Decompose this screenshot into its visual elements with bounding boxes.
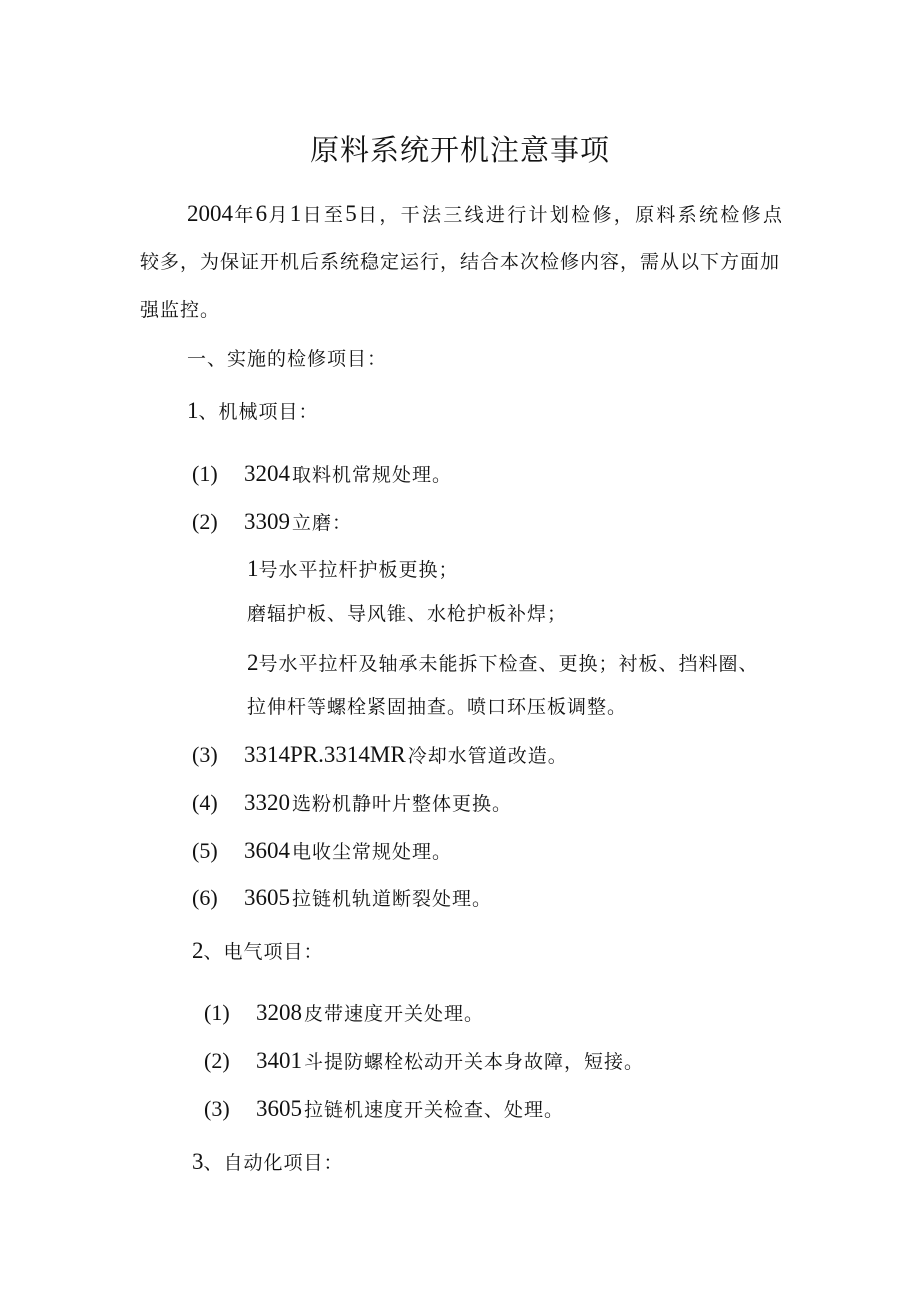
mechanical-item <box>192 743 568 766</box>
mechanical-heading <box>187 399 319 422</box>
section-heading: 一、实施的检修项目： <box>187 348 388 370</box>
mechanical-item <box>192 886 492 909</box>
intro-day: 1 <box>289 201 302 226</box>
heading-text: 、机械项目： <box>198 401 319 423</box>
intro-month: 6 <box>255 201 268 226</box>
electrical-item <box>204 1049 644 1072</box>
intro-day: 5 <box>345 201 357 226</box>
intro-text: 年 <box>233 204 256 226</box>
heading-text: 、自动化项目： <box>203 1152 344 1174</box>
item-index: (2) <box>204 1048 230 1073</box>
mill-detail: 拉伸杆等螺栓紧固抽查。喷口环压板调整。 <box>247 696 628 718</box>
equipment-code: 3604 <box>244 838 290 863</box>
item-text: 拉链机速度开关检查、处理。 <box>304 1099 565 1121</box>
equipment-code: 3314PR.3314MR <box>244 742 406 767</box>
heading-text: 、电气项目： <box>203 941 324 963</box>
detail-text: 号水平拉杆护板更换； <box>258 559 459 581</box>
item-index: (1) <box>192 461 218 486</box>
mechanical-item <box>192 510 352 533</box>
intro-text: 月 <box>267 204 290 226</box>
electrical-item <box>204 1001 484 1024</box>
mill-detail <box>247 557 459 580</box>
detail-number: 2 <box>247 650 259 675</box>
item-index: (6) <box>192 885 218 910</box>
item-text: 立磨： <box>292 512 353 534</box>
intro-line-1 <box>187 202 783 225</box>
document-title: 原料系统开机注意事项 <box>309 133 610 167</box>
equipment-code: 3320 <box>244 790 290 815</box>
mechanical-item <box>192 791 512 814</box>
equipment-code: 3208 <box>256 1000 302 1025</box>
detail-text: 号水平拉杆及轴承未能拆下检查、更换；衬板、挡料圈、 <box>258 653 759 675</box>
item-text: 取料机常规处理。 <box>292 464 453 486</box>
intro-line-3: 强监控。 <box>140 299 221 321</box>
mill-detail <box>247 651 759 674</box>
item-index: (4) <box>192 790 218 815</box>
item-index: (5) <box>192 838 218 863</box>
equipment-code: 3605 <box>244 885 290 910</box>
intro-line-2: 较多，为保证开机后系统稳定运行，结合本次检修内容，需从以下方面加 <box>140 251 781 273</box>
intro-year: 2004 <box>187 201 233 226</box>
mill-detail: 磨辐护板、导风锥、水枪护板补焊； <box>247 603 568 625</box>
intro-text: 日至 <box>301 204 346 226</box>
item-text: 斗提防螺栓松动开关本身故障，短接。 <box>304 1051 645 1073</box>
item-index: (3) <box>192 742 218 767</box>
equipment-code: 3204 <box>244 461 290 486</box>
heading-number: 2 <box>192 938 204 963</box>
equipment-code: 3309 <box>244 509 290 534</box>
equipment-code: 3401 <box>256 1048 302 1073</box>
intro-text: 日，干法三线进行计划检修，原料系统检修点 <box>356 204 783 226</box>
item-text: 冷却水管道改造。 <box>407 745 568 767</box>
heading-number: 3 <box>192 1149 204 1174</box>
item-text: 选粉机静叶片整体更换。 <box>292 793 513 815</box>
heading-number: 1 <box>187 398 199 423</box>
detail-number: 1 <box>247 556 259 581</box>
item-text: 电收尘常规处理。 <box>292 841 453 863</box>
item-text: 皮带速度开关处理。 <box>304 1003 485 1025</box>
item-index: (1) <box>204 1000 230 1025</box>
automation-heading <box>192 1150 344 1173</box>
item-text: 拉链机轨道断裂处理。 <box>292 888 493 910</box>
mechanical-item <box>192 839 452 862</box>
mechanical-item <box>192 462 452 485</box>
electrical-item <box>204 1097 564 1120</box>
item-index: (2) <box>192 509 218 534</box>
electrical-heading <box>192 939 324 962</box>
item-index: (3) <box>204 1096 230 1121</box>
equipment-code: 3605 <box>256 1096 302 1121</box>
